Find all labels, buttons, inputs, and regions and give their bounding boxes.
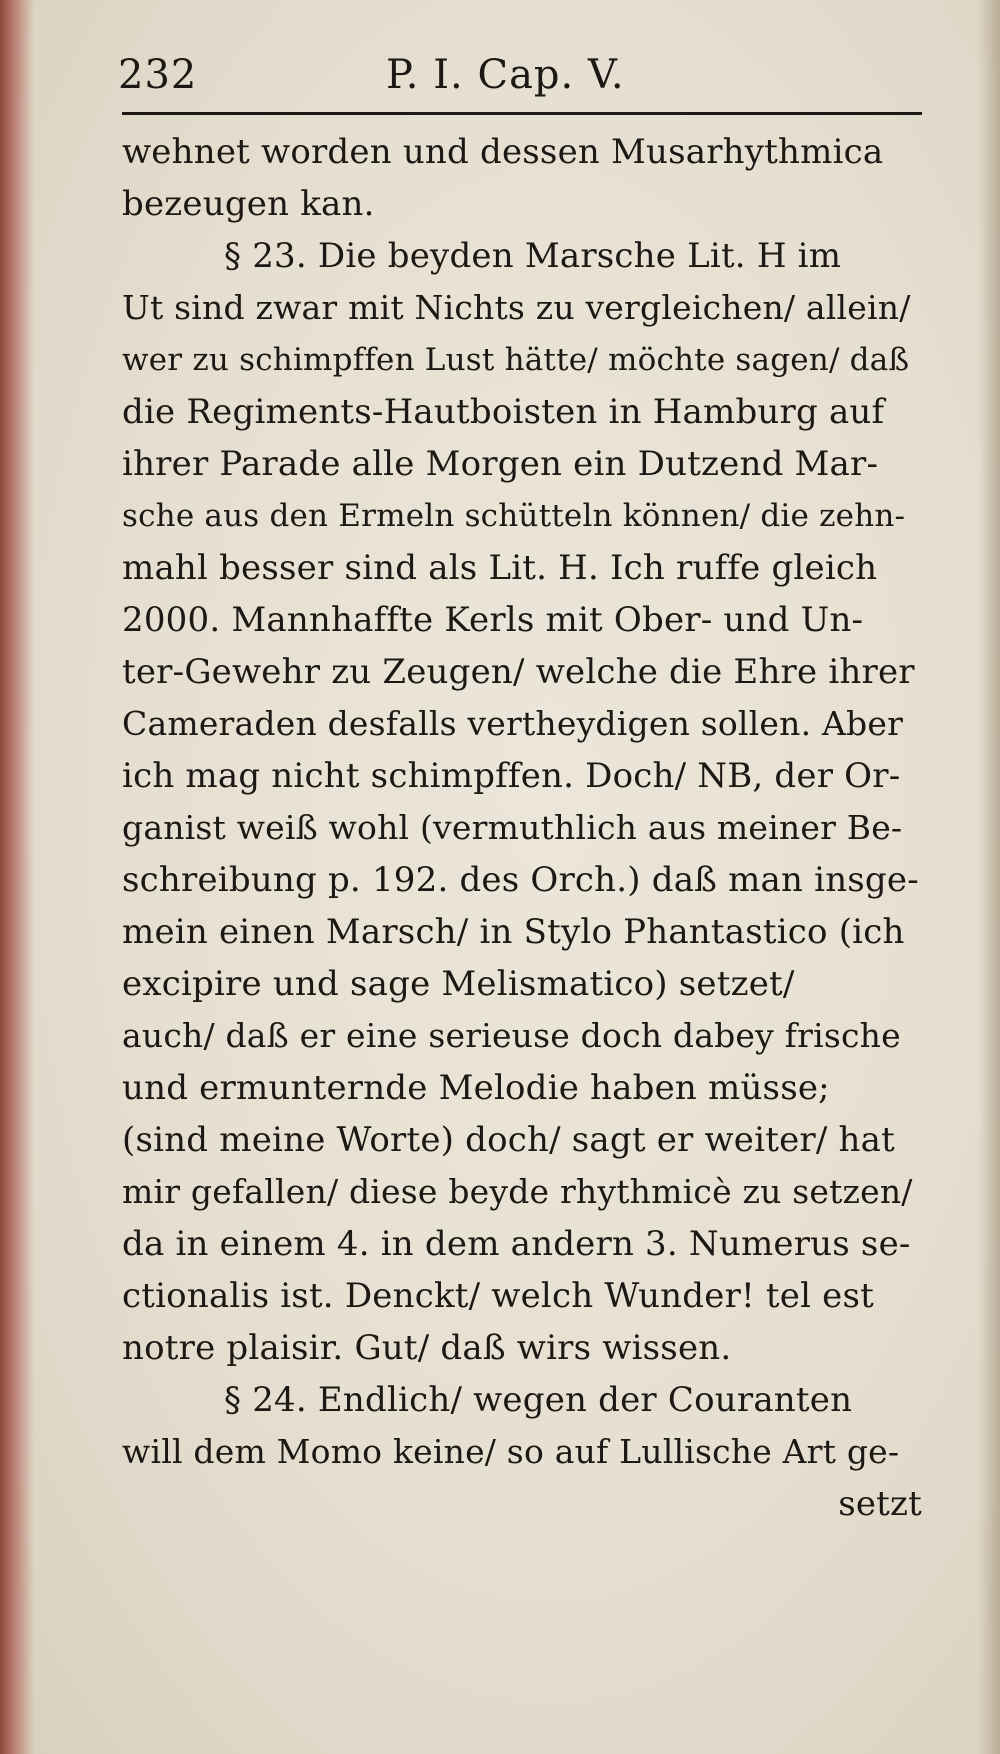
text-line: ich mag nicht schimpffen. Doch/ NB, der Or- (122, 756, 901, 796)
text-line: § 24. Endlich/ wegen der Couranten (224, 1380, 853, 1420)
text-line: ctionalis ist. Denckt/ welch Wunder! tel est (122, 1276, 874, 1316)
text-line: schreibung p. 192. des Orch.) daß man insge- (122, 860, 919, 900)
text-line: da in einem 4. in dem andern 3. Numerus se- (122, 1224, 911, 1264)
text-line: wer zu schimpffen Lust hätte/ möchte sagen/ daß (122, 342, 910, 378)
text-line: wehnet worden und dessen Musarhythmica (122, 132, 884, 172)
binding-shadow (0, 0, 34, 1754)
text-line: Ut sind zwar mit Nichts zu vergleichen/ allein/ (122, 288, 911, 327)
running-head: P. I. Cap. V. (386, 52, 625, 98)
text-line: excipire und sage Melismatico) setzet/ (122, 964, 795, 1004)
text-line: ter-Gewehr zu Zeugen/ welche die Ehre ihrer (122, 652, 915, 692)
text-line: und ermunternde Melodie haben müsse; (122, 1068, 830, 1108)
text-line: will dem Momo keine/ so auf Lullische Art ge- (122, 1432, 900, 1471)
text-line: notre plaisir. Gut/ daß wirs wissen. (122, 1328, 732, 1368)
header-rule (122, 112, 922, 115)
text-line: Cameraden desfalls vertheydigen sollen. Aber (122, 704, 904, 743)
text-line: mein einen Marsch/ in Stylo Phantastico (ich (122, 912, 905, 952)
text-line: mir gefallen/ diese beyde rhythmicè zu setzen/ (122, 1172, 913, 1211)
text-line: 2000. Mannhaffte Kerls mit Ober- und Un- (122, 600, 864, 640)
page-header (118, 52, 918, 104)
text-line: bezeugen kan. (122, 184, 375, 224)
text-line: ihrer Parade alle Morgen ein Dutzend Mar- (122, 444, 879, 484)
text-line: sche aus den Ermeln schütteln können/ die zehn- (122, 498, 906, 534)
text-line: mahl besser sind als Lit. H. Ich ruffe gleich (122, 548, 878, 588)
text-line: ganist weiß wohl (vermuthlich aus meiner Be- (122, 808, 903, 847)
text-line: (sind meine Worte) doch/ sagt er weiter/ hat (122, 1120, 895, 1160)
page-edge (978, 0, 1000, 1754)
page-number: 232 (118, 52, 198, 98)
text-line: die Regiments-Hautboisten in Hamburg auf (122, 392, 885, 432)
text-line: § 23. Die beyden Marsche Lit. H im (224, 236, 842, 276)
text-line: auch/ daß er eine serieuse doch dabey frische (122, 1016, 901, 1055)
catchword: setzt (838, 1484, 922, 1524)
